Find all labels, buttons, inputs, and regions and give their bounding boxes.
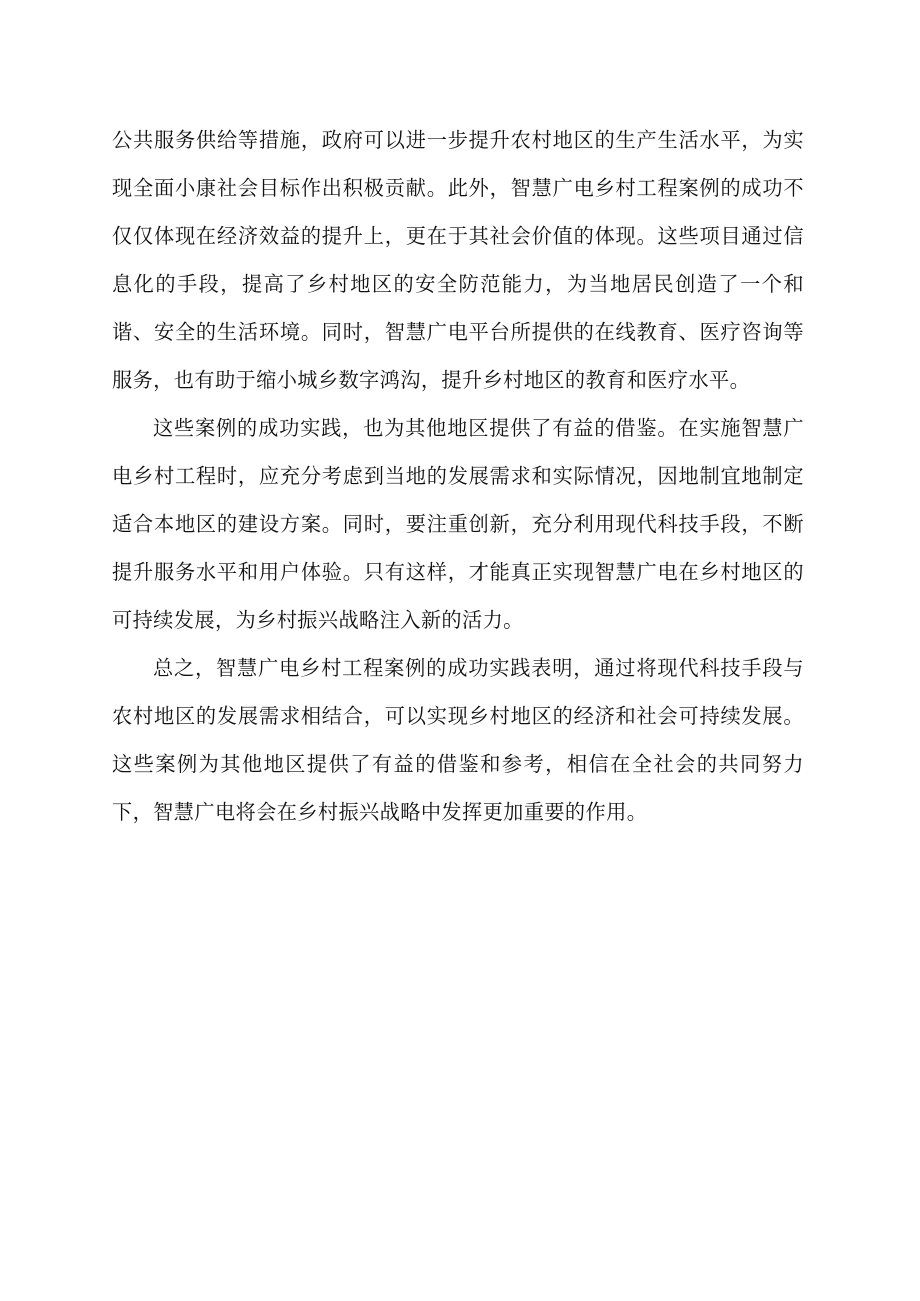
- paragraph-continued: 公共服务供给等措施，政府可以进一步提升农村地区的生产生活水平，为实现全面小康社会目标作出积极贡献。此外，智慧广电乡村工程案例的成功不仅仅体现在经济效益的提升上，更在于其社会价值的体现。这些项目通过信息化的手段，提高了乡村地区的安全防范能力，为当地居民创造了一个和谐、安全的生活环境。同时，智慧广电平台所提供的在线教育、医疗咨询等服务，也有助于缩小城乡数字鸿沟，提升乡村地区的教育和医疗水平。: [112, 128, 804, 392]
- paragraph-case-reference: 这些案例的成功实践，也为其他地区提供了有益的借鉴。在实施智慧广电乡村工程时，应充分考虑到当地的发展需求和实际情况，因地制宜地制定适合本地区的建设方案。同时，要注重创新，充分利用现代科技手段，不断提升服务水平和用户体验。只有这样，才能真正实现智慧广电在乡村地区的可持续发展，为乡村振兴战略注入新的活力。: [112, 416, 804, 632]
- paragraph-conclusion: 总之，智慧广电乡村工程案例的成功实践表明，通过将现代科技手段与农村地区的发展需求相结合，可以实现乡村地区的经济和社会可持续发展。这些案例为其他地区提供了有益的借鉴和参考，相信在全社会的共同努力下，智慧广电将会在乡村振兴战略中发挥更加重要的作用。: [112, 656, 804, 824]
- document-body: [112, 116, 804, 836]
